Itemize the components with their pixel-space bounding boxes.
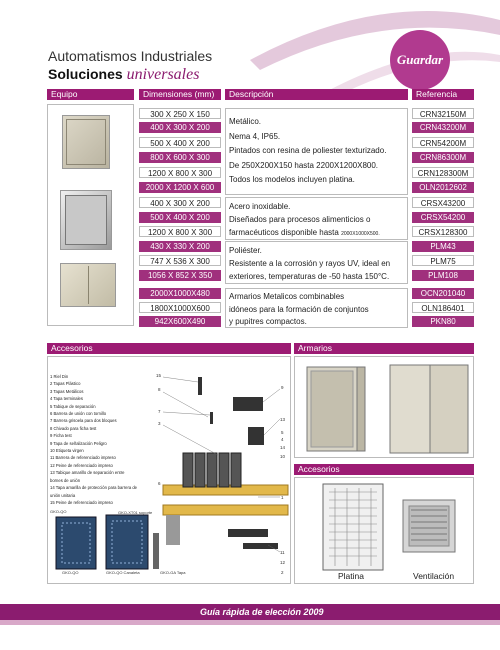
callout-13: 13 <box>280 417 286 422</box>
ref-row-14[interactable]: OLN186401 <box>412 302 474 313</box>
ref-row-15[interactable]: PKN80 <box>412 316 474 327</box>
dim-row-13: 2000X1000X480 <box>139 288 221 299</box>
ref-row-8[interactable]: CRSX54200 <box>412 212 474 223</box>
ref-row-1[interactable]: CRN32150M <box>412 108 474 119</box>
callout-5: 5 <box>281 430 284 435</box>
label-gko-ga-tapa: GKO-GA Tapa <box>160 570 186 575</box>
ref-row-9[interactable]: CRSX128300 <box>412 226 474 237</box>
list-item: 15 Peine de referenciado impreso <box>50 499 113 505</box>
callout-4: 4 <box>281 437 284 442</box>
desc-line: Metálico. <box>229 117 262 126</box>
list-item: unión unitaria <box>50 492 76 498</box>
list-item: 14 Tapa amarilla de protección para barrera de <box>50 485 137 491</box>
section-accesorios-left: Accesorios <box>47 343 291 354</box>
desc-line: Pintados con resina de poliester texturizado. <box>229 146 387 155</box>
page-subtitle <box>48 66 199 84</box>
callout-7: 7 <box>158 409 161 414</box>
accessory-list <box>50 373 150 506</box>
list-item: 3 Tapas Metálicos <box>50 388 84 394</box>
list-item: 6 Barrera de unión con tornillo <box>50 411 107 417</box>
desc-line: exteriores, temperaturas de -50 hasta 150°C. <box>229 272 390 281</box>
dim-row-2: 400 X 300 X 200 <box>139 122 221 133</box>
label-gko-xt01: GKO-XT01 soporte <box>118 510 153 515</box>
equipment-images <box>47 104 134 326</box>
desc-polyester <box>225 241 408 284</box>
list-item: 7 Barrera grisoela para dos bloques <box>50 418 117 424</box>
callout-11: 11 <box>280 550 285 555</box>
list-item: 4 Tapa terminales <box>50 396 83 402</box>
callout-2: 2 <box>281 570 284 575</box>
header-referencia: Referencia <box>412 89 474 100</box>
dim-row-6: 2000 X 1200 X 600 <box>139 182 221 193</box>
brand-title: Automatismos Industriales <box>48 48 213 64</box>
caption-ventilacion: Ventilación <box>413 571 455 581</box>
list-item: 11 Barrera de referenciado impreso <box>50 455 116 461</box>
desc-metal <box>225 108 408 195</box>
desc-line: farmacéuticos disponible hasta 2000X1000X500. <box>229 228 380 237</box>
ref-row-4[interactable]: CRN86300M <box>412 152 474 163</box>
ref-row-13[interactable]: OCN201040 <box>412 288 474 299</box>
footer-accent-line <box>0 620 500 625</box>
footer-text: Guía rápida de elección 2009 <box>200 607 324 617</box>
dim-row-14: 1800X1000X600 <box>139 302 221 313</box>
list-item: 10 Etiqueta virgen <box>50 448 84 454</box>
callout-6: 6 <box>158 481 161 486</box>
callout-3: 3 <box>158 421 161 426</box>
list-item: 8 Chivado para ficha test <box>50 425 97 431</box>
header-equipo: Equipo <box>47 89 134 100</box>
ref-row-7[interactable]: CRSX43200 <box>412 197 474 208</box>
callout-8: 8 <box>158 387 161 392</box>
header-dimensiones: Dimensiones (mm) <box>139 89 221 100</box>
subtitle-prefix: Soluciones <box>48 66 123 82</box>
armarios-images <box>294 356 474 458</box>
dim-row-11: 747 X 536 X 300 <box>139 255 221 266</box>
desc-line: De 250X200X150 hasta 2200X1200X800. <box>229 160 379 170</box>
section-accesorios-right: Accesorios <box>294 464 474 475</box>
dim-row-1: 300 X 250 X 150 <box>139 108 221 119</box>
desc-line: Armarios Metalicos combinables <box>229 292 345 301</box>
label-gko-qo-bottom: GKO-QO <box>62 570 79 575</box>
dim-row-10: 430 X 330 X 200 <box>139 241 221 252</box>
callout-12: 12 <box>280 560 286 565</box>
label-gko-qo-top: GKO-QO <box>50 509 67 514</box>
ref-row-5[interactable]: CRN128300M <box>412 167 474 178</box>
armarios-drawing <box>295 357 475 459</box>
list-item: 9 Tapa de señalización Peligro <box>50 440 107 446</box>
ref-row-6[interactable]: OLN2012602 <box>412 182 474 193</box>
ref-row-11[interactable]: PLM75 <box>412 255 474 266</box>
ref-row-12[interactable]: PLM108 <box>412 270 474 281</box>
list-item: 5 Tabique de separación <box>50 403 96 409</box>
platina-drawing <box>295 478 475 585</box>
caption-platina: Platina <box>338 571 364 581</box>
dim-row-3: 500 X 400 X 200 <box>139 137 221 148</box>
dim-row-15: 942X600X490 <box>139 316 221 327</box>
list-item: 2 Tapas Plástico <box>50 381 81 387</box>
desc-line: idóneos para la formación de conjuntos <box>229 304 369 314</box>
desc-line: Todos los modelos incluyen platina. <box>229 175 355 184</box>
desc-line: Resistente a la corrosión y rayos UV, ideal en <box>229 259 391 268</box>
dim-row-12: 1056 X 852 X 350 <box>139 270 221 281</box>
ref-row-3[interactable]: CRN54200M <box>412 137 474 148</box>
dim-row-8: 500 X 400 X 200 <box>139 212 221 223</box>
desc-line: Nema 4, IP65. <box>229 131 281 141</box>
list-item: 13 Tabique amarillo de separación entre <box>50 470 125 476</box>
callout-1: 1 <box>281 495 284 500</box>
list-item: 12 Peine de referenciado impreso <box>50 462 113 468</box>
ref-row-10[interactable]: PLM43 <box>412 241 474 252</box>
list-item: bornes de unión <box>50 477 81 483</box>
desc-line: Acero inoxidable. <box>229 202 291 211</box>
desc-line: Diseñados para procesos alimenticios o <box>229 215 371 224</box>
dim-row-4: 800 X 600 X 300 <box>139 152 221 163</box>
dim-row-7: 400 X 300 X 200 <box>139 197 221 208</box>
metal-cabinet-image <box>62 115 110 169</box>
desc-line: y pupitres compactos. <box>229 317 307 326</box>
desc-armarios <box>225 288 408 328</box>
header-descripcion: Descripción <box>225 89 408 100</box>
callout-15: 15 <box>156 373 162 378</box>
accesorios-images <box>294 477 474 584</box>
steel-cabinet-image <box>60 190 112 250</box>
guardar-badge[interactable]: Guardar <box>390 30 450 90</box>
dim-row-5: 1200 X 800 X 300 <box>139 167 221 178</box>
subtitle-accent: universales <box>126 66 200 83</box>
desc-stainless <box>225 197 408 240</box>
callout-14: 14 <box>280 445 286 450</box>
list-item: 9 Ficha test <box>50 433 72 439</box>
section-armarios: Armarios <box>294 343 474 354</box>
ref-row-2[interactable]: CRN43200M <box>412 122 474 133</box>
label-gko-qo-canaleta: GKO-QO Canaleta <box>106 570 140 575</box>
callout-10: 10 <box>280 454 286 459</box>
polyester-cabinet-image <box>60 263 116 307</box>
dim-row-9: 1200 X 800 X 300 <box>139 226 221 237</box>
desc-line: Poliéster. <box>229 246 262 255</box>
callout-9: 9 <box>281 385 284 390</box>
list-item: 1 Riel Din <box>50 374 69 379</box>
